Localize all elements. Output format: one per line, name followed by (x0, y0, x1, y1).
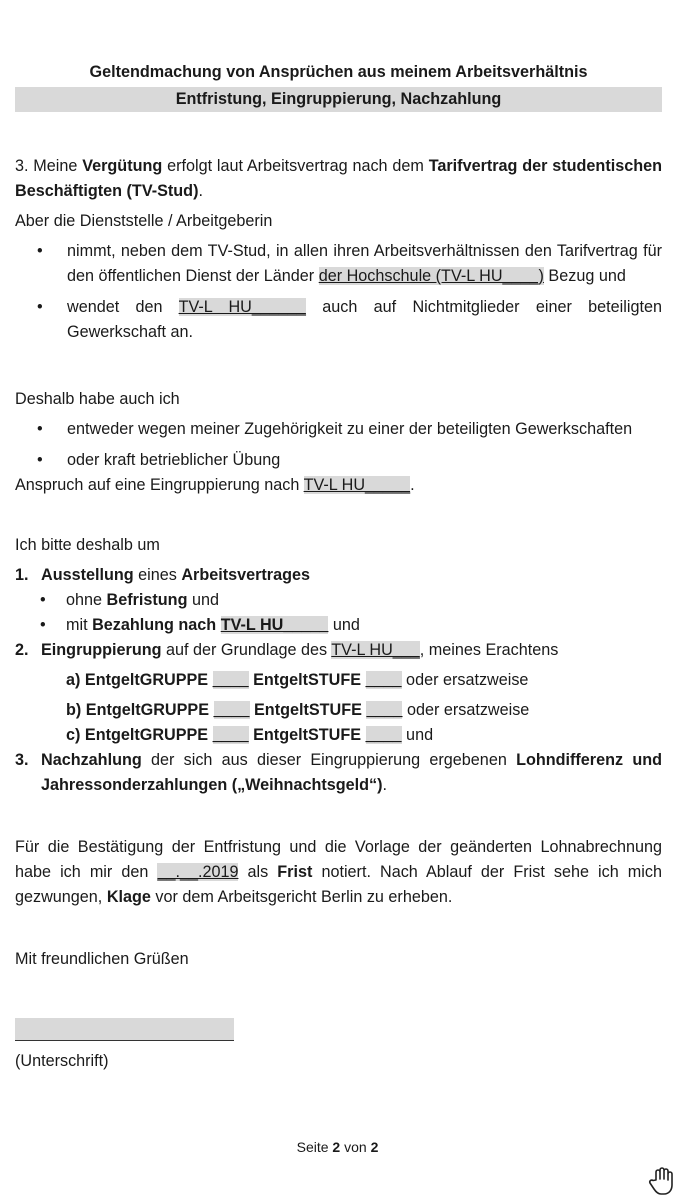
text: , meines Erachtens (419, 641, 559, 659)
page-footer (0, 1136, 675, 1158)
list-item-2 (15, 638, 662, 748)
text: . (198, 182, 203, 200)
entgelt-row-b (15, 698, 662, 723)
text: a) EntgeltGRUPPE (66, 671, 213, 689)
fill-field[interactable]: TV-L HU_____ (303, 476, 411, 494)
paragraph-frist (15, 835, 662, 910)
list-deshalb (15, 417, 662, 473)
sub-list-item (15, 588, 662, 613)
text: nimmt, neben dem TV-Stud, in allen ihren Arbeitsverhältnissen den Tarifvertrag für den öffentlichen Dienst der Länder (67, 242, 662, 285)
text: 3. Meine (15, 157, 83, 175)
paragraph-verguetung (15, 154, 662, 204)
text: notiert. Nach Ablauf der Frist sehe ich mich gezwungen, (15, 863, 662, 906)
fill-field[interactable]: der Hochschule (TV-L HU____) (318, 267, 544, 285)
text: Seite (296, 1139, 333, 1155)
list-number: 3. (15, 751, 29, 769)
item-text (41, 563, 662, 588)
list-item (15, 295, 662, 345)
text: der sich aus dieser Eingruppierung ergebenen (141, 751, 517, 769)
page-number-current: 2 (332, 1139, 341, 1155)
document-subtitle: Entfristung, Eingruppierung, Nachzahlung (15, 87, 662, 112)
text: Anspruch auf eine Eingruppierung nach (15, 476, 304, 494)
text: b) EntgeltGRUPPE (66, 701, 214, 719)
text: Bezug und (543, 267, 626, 285)
text: und (328, 616, 360, 634)
text: ohne (66, 591, 107, 609)
fill-field[interactable]: TV-L HU_____ (220, 616, 329, 634)
bold-text: Lohndifferenz und Jahressonderzahlungen („Weihnachtsgeld“) (41, 751, 662, 794)
paragraph-deshalb: Deshalb habe auch ich (15, 390, 180, 408)
text: mit (66, 616, 93, 634)
text: . (410, 476, 415, 494)
text: eines (133, 566, 182, 584)
entgelt-row-a (15, 668, 662, 693)
text: EntgeltSTUFE (248, 726, 366, 744)
bold-text: Nachzahlung (41, 751, 142, 769)
signature-field[interactable] (15, 1018, 234, 1041)
hand-cursor-icon (647, 1166, 675, 1196)
text: wendet den (67, 298, 179, 316)
bold-text: Tarifvertrag der studentischen Beschäftigten (TV-Stud) (15, 157, 662, 200)
entgeltstufe-field[interactable]: ____ (365, 671, 402, 689)
entgeltgruppe-field[interactable]: ____ (213, 701, 250, 719)
signature-label: (Unterschrift) (15, 1052, 109, 1070)
document-title: Geltendmachung von Ansprüchen aus meinem Arbeitsverhältnis (89, 63, 588, 81)
bold-text: Ausstellung (41, 566, 134, 584)
list-number: 1. (15, 566, 29, 584)
date-field[interactable]: __.__.2019 (157, 863, 239, 881)
page-number-total: 2 (370, 1139, 379, 1155)
entgeltstufe-field[interactable]: ____ (366, 701, 403, 719)
text: auf der Grundlage des (161, 641, 332, 659)
fill-field[interactable]: TV-L HU___ (331, 641, 420, 659)
fill-field[interactable]: TV-L HU______ (178, 298, 306, 316)
text: oder ersatzweise (402, 701, 530, 719)
bold-text: Klage (106, 888, 151, 906)
item-text (41, 638, 662, 663)
text: EntgeltSTUFE (249, 701, 367, 719)
list-arbeitgeberin (15, 239, 662, 345)
numbered-list (15, 563, 662, 798)
bold-text: Vergütung (82, 157, 163, 175)
list-item-3 (15, 748, 662, 798)
list-item: • oder kraft betrieblicher Übung (15, 448, 662, 473)
entgelt-rows (15, 668, 662, 748)
text: und (401, 726, 434, 744)
text: c) EntgeltGRUPPE (66, 726, 213, 744)
paragraph-bitte: Ich bitte deshalb um (15, 536, 160, 554)
paragraph-aber: Aber die Dienststelle / Arbeitgeberin (15, 212, 273, 230)
paragraph-anspruch (15, 473, 662, 498)
text: vor dem Arbeitsgericht Berlin zu erheben. (150, 888, 453, 906)
list-item: • entweder wegen meiner Zugehörigkeit zu einer der beteiligten Gewerkschaften (15, 417, 662, 442)
closing-greeting: Mit freundlichen Grüßen (15, 950, 189, 968)
list-number: 2. (15, 641, 29, 659)
text: als (238, 863, 278, 881)
entgeltgruppe-field[interactable]: ____ (212, 671, 249, 689)
sub-list (15, 588, 662, 638)
entgelt-row-c (15, 723, 662, 748)
text: erfolgt laut Arbeitsvertrag nach dem (162, 157, 429, 175)
bold-text: Arbeitsvertrages (181, 566, 311, 584)
bold-text: Frist (277, 863, 313, 881)
bold-text: Befristung (106, 591, 188, 609)
document-page (15, 0, 662, 1074)
text: von (340, 1139, 371, 1155)
entgeltstufe-field[interactable]: ____ (365, 726, 402, 744)
text: Für die Bestätigung der Entfristung und die Vorlage der geänderten Lohnabrechnung habe ich mir den (15, 838, 662, 881)
list-item-1 (15, 563, 662, 638)
text: auch auf Nichtmitglieder einer beteiligten Gewerkschaft an. (67, 298, 662, 341)
text: oder ersatzweise (401, 671, 529, 689)
text: EntgeltSTUFE (248, 671, 366, 689)
sub-list-item (15, 613, 662, 638)
text: und (187, 591, 219, 609)
list-item (15, 239, 662, 289)
entgeltgruppe-field[interactable]: ____ (212, 726, 249, 744)
text: . (382, 776, 387, 794)
bold-text: Eingruppierung (41, 641, 162, 659)
bold-text: Bezahlung nach (92, 616, 221, 634)
